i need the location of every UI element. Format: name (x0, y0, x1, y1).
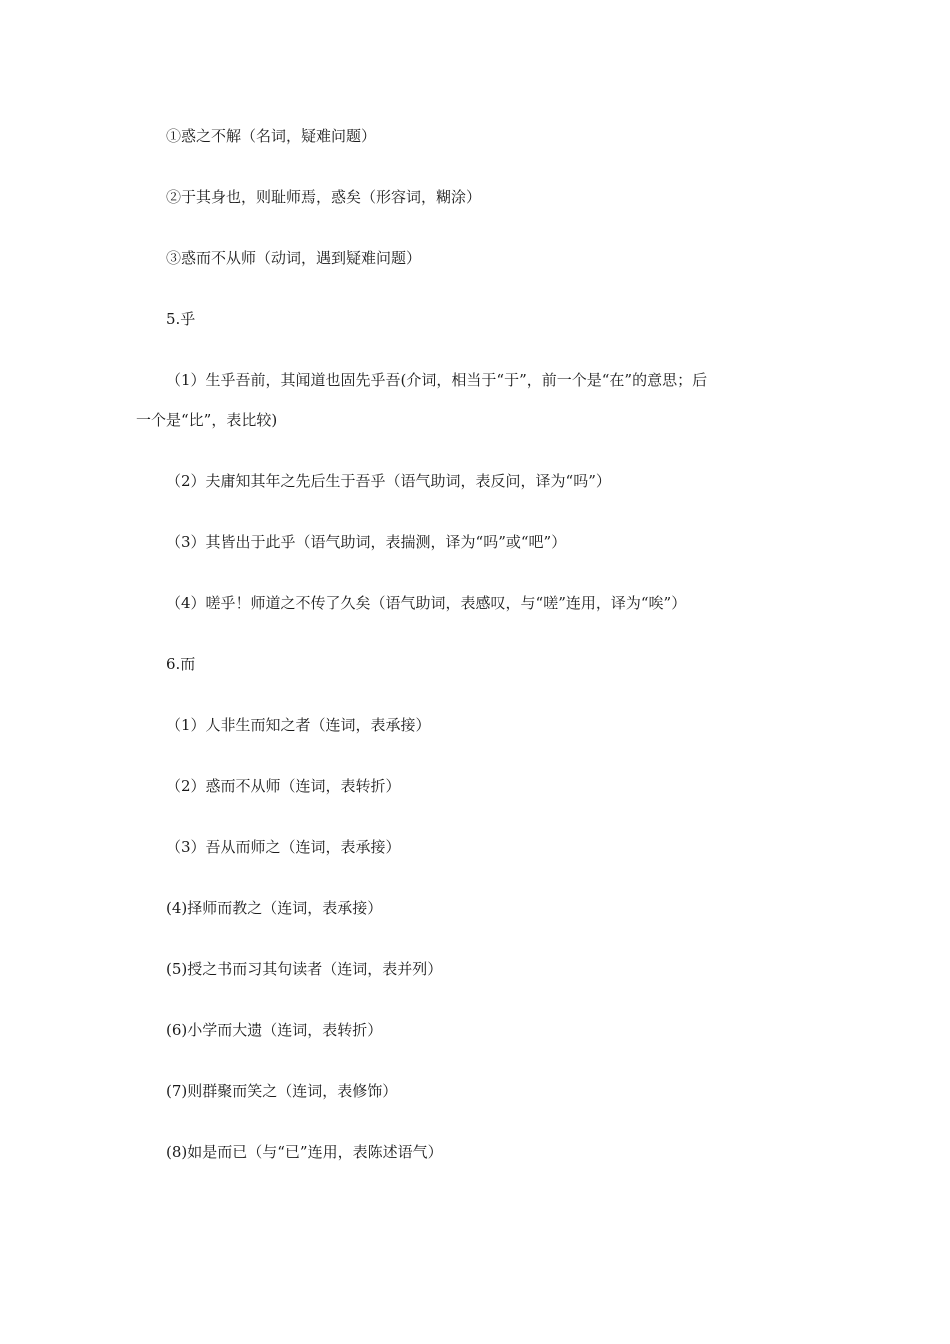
text-line: （1）生乎吾前，其闻道也固先乎吾(介词，相当于“于”，前一个是“在”的意思；后 (166, 371, 708, 389)
text-line: ②于其身也，则耻师焉，惑矣（形容词，糊涂） (166, 188, 482, 206)
text-line: (7)则群聚而笑之（连词，表修饰） (166, 1082, 398, 1100)
text-line: ③惑而不从师（动词，遇到疑难问题） (166, 249, 422, 267)
text-line: (8)如是而已（与“已”连用，表陈述语气） (166, 1143, 443, 1161)
section-heading: 5.乎 (166, 310, 196, 328)
text-line-continuation: 一个是“比”，表比较) (136, 411, 278, 429)
text-line: （3）其皆出于此乎（语气助词，表揣测，译为“吗”或“吧”） (166, 533, 567, 551)
text-line: ①惑之不解（名词，疑难问题） (166, 127, 377, 145)
text-line: (4)择师而教之（连词，表承接） (166, 899, 383, 917)
text-line: (5)授之书而习其句读者（连词，表并列） (166, 960, 443, 978)
text-line: （4）嗟乎！师道之不传了久矣（语气助词，表感叹，与“嗟”连用，译为“唉”） (166, 594, 687, 612)
text-line: （2）惑而不从师（连词，表转折） (166, 777, 401, 795)
text-line: (6)小学而大遗（连词，表转折） (166, 1021, 383, 1039)
section-heading: 6.而 (166, 655, 196, 673)
text-line: （3）吾从而师之（连词，表承接） (166, 838, 401, 856)
text-line: （1）人非生而知之者（连词，表承接） (166, 716, 431, 734)
text-line: （2）夫庸知其年之先后生于吾乎（语气助词，表反问，译为“吗”） (166, 472, 611, 490)
